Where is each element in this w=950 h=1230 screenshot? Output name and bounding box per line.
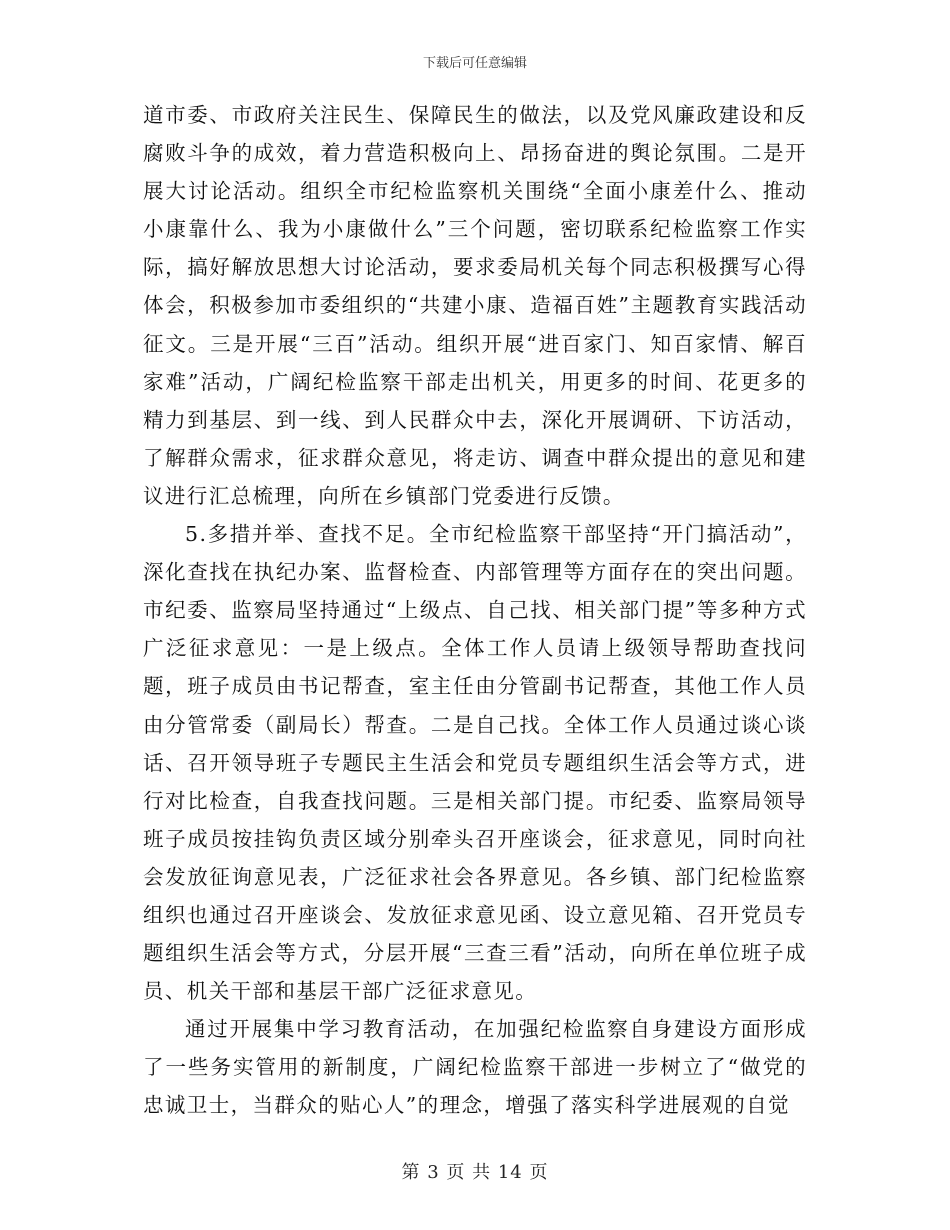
paragraph-item-5: 5.多措并举、查找不足。全市纪检监察干部坚持“开门搞活动”，深化查找在执纪办案、监督检查、内部管理等方面存在的突出问题。市纪委、监察局坚持通过“上级点、自己找、相关部门提”等多种方式广泛征求意见：一是上级点。全体工作人员请上级领导帮助查找问题，班子成员由书记帮查，室主任由分管副书记帮查，其他工作人员由分管常委（副局长）帮查。二是自己找。全体工作人员通过谈心谈话、召开领导班子专题民主生活会和党员专题组织生活会等方式，进行对比检查，自我查找问题。三是相关部门提。市纪委、监察局领导班子成员按挂钩负责区域分别牵头召开座谈会，征求意见，同时向社会发放征询意见表，广泛征求社会各界意见。各乡镇、部门纪检监察组织也通过召开座谈会、发放征求意见函、设立意见箱、召开党员专题组织生活会等方式，分层开展“三查三看”活动，向所在单位班子成员、机关干部和基层干部广泛征求意见。 <box>143 522 807 1004</box>
page-number: 第 3 页 共 14 页 <box>401 1162 549 1183</box>
paragraph-summary: 通过开展集中学习教育活动，在加强纪检监察自身建设方面形成了一些务实管用的新制度，广阔纪检监察干部进一步树立了“做党的忠诚卫士，当群众的贴心人”的理念，增强了落实科学进展观的自觉 <box>143 1017 807 1118</box>
page-header: 下载后可任意编辑 <box>422 56 527 71</box>
paragraph-continuation: 道市委、市政府关注民生、保障民生的做法，以及党风廉政建设和反腐败斗争的成效，着力营造积极向上、昂扬奋进的舆论氛围。二是开展大讨论活动。组织全市纪检监察机关围绕“全面小康差什么、推动小康靠什么、我为小康做什么”三个问题，密切联系纪检监察工作实际，搞好解放思想大讨论活动，要求委局机关每个同志积极撰写心得体会，积极参加市委组织的“共建小康、造福百姓”主题教育实践活动征文。三是开展“三百”活动。组织开展“进百家门、知百家情、解百家难”活动，广阔纪检监察干部走出机关，用更多的时间、花更多的精力到基层、到一线、到人民群众中去，深化开展调研、下访活动，了解群众需求，征求群众意见，将走访、调查中群众提出的意见和建议进行汇总梳理，向所在乡镇部门党委进行反馈。 <box>143 103 807 508</box>
document-body <box>143 96 807 1125</box>
